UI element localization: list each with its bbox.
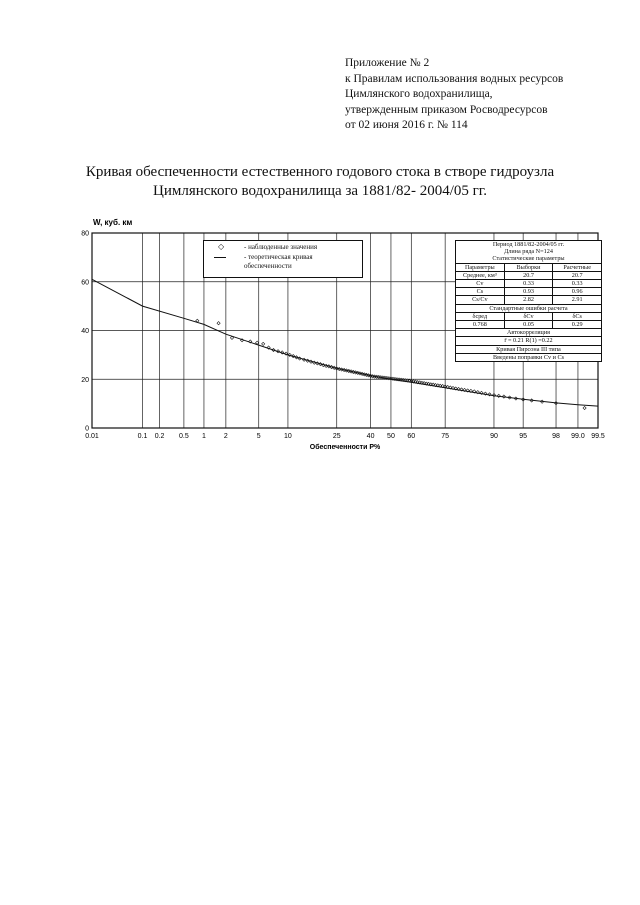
- stats-cell: 0.33: [552, 280, 601, 287]
- stats-header-cell: Параметры: [464, 263, 495, 271]
- stats-header-cell: Расчетные: [552, 264, 601, 271]
- x-tick-label: 98: [552, 433, 560, 440]
- legend-theoretical-2: обеспеченности: [244, 262, 292, 270]
- stats-cell: Cs/Cv: [472, 296, 488, 304]
- x-tick-label: 0.1: [137, 433, 148, 440]
- y-axis-label: W, куб. км: [93, 218, 133, 227]
- stats-corrections: Введены поправки Cv и Cs: [492, 353, 565, 361]
- legend-theoretical-1: - теоретическая кривая: [244, 253, 313, 261]
- x-tick-label: 95: [519, 433, 528, 440]
- stats-cell: 20.7: [504, 272, 553, 279]
- stats-params-heading: Статистические параметры: [492, 255, 565, 263]
- observed-point: [217, 322, 220, 325]
- x-tick-label: 90: [490, 433, 498, 440]
- x-tick-label: 99.0: [571, 433, 585, 440]
- y-tick-label: 0: [85, 425, 89, 433]
- y-tick-label: 40: [81, 328, 89, 335]
- stats-header-cell: Выборки: [504, 264, 553, 271]
- annex-line-4: утвержденным приказом Росводресурсов: [345, 103, 548, 116]
- stats-cell: 20.7: [552, 272, 601, 279]
- stats-err-header: δCs: [552, 313, 601, 320]
- stats-cell: Среднее, км³: [462, 271, 497, 279]
- stats-err-value: 0.29: [552, 321, 601, 328]
- diamond-marker-icon: ◇: [218, 242, 225, 251]
- title-line-2: Цимлянского водохранилища за 1881/82- 2004/05 гг.: [153, 183, 487, 199]
- observed-point: [262, 342, 265, 345]
- chart-legend: [203, 240, 363, 278]
- x-tick-label: 50: [387, 433, 395, 440]
- y-tick-label: 80: [81, 230, 89, 238]
- stats-cell: 2.82: [504, 296, 553, 303]
- x-tick-label: 0.2: [154, 433, 165, 440]
- x-tick-label: 99.5: [591, 433, 605, 440]
- x-tick-label: 0.01: [85, 433, 99, 440]
- stats-cell: 2.91: [552, 296, 601, 303]
- y-tick-label: 20: [81, 376, 89, 384]
- observed-point: [583, 406, 586, 409]
- stats-autocorr-values: r̄ = 0.21 R(1) =0.22: [504, 337, 553, 345]
- x-tick-label: 75: [441, 433, 450, 440]
- stats-length: Длина ряда N=124: [504, 248, 553, 256]
- x-tick-label: 2: [223, 433, 228, 440]
- stats-err-header: δсред: [472, 312, 488, 320]
- stats-cell: Cs: [476, 288, 484, 296]
- stats-err-value: 0.05: [504, 321, 553, 328]
- stats-cell: Cv: [476, 280, 484, 288]
- x-tick-label: 25: [332, 433, 341, 440]
- line-marker-icon: [214, 257, 226, 258]
- title-line-1: Кривая обеспеченности естественного годового стока в створе гидроузла: [85, 164, 555, 180]
- x-tick-label: 0.5: [179, 433, 189, 440]
- stats-autocorr-heading: Автокорреляция: [506, 329, 551, 337]
- x-tick-label: 40: [366, 433, 375, 440]
- stats-std-errors-heading: Стандартные ошибки расчета: [489, 304, 568, 312]
- x-tick-label: 60: [407, 433, 416, 440]
- stats-cell: 0.96: [552, 288, 601, 295]
- x-axis-label: Обеспеченности P%: [309, 444, 381, 451]
- stats-cell: 0.33: [504, 280, 553, 287]
- stats-err-header: δCv: [504, 313, 553, 320]
- annex-line-3: Цимлянского водохранилища,: [345, 88, 493, 100]
- stats-cell: 0.93: [504, 288, 553, 295]
- legend-observed: - наблюденные значения: [244, 243, 318, 251]
- x-tick-label: 1: [201, 433, 206, 440]
- annex-line-5: от 02 июня 2016 г. № 114: [345, 119, 468, 131]
- stats-period: Период 1881/82-2004/05 гг.: [492, 241, 565, 248]
- annex-line-2: к Правилам использования водных ресурсов: [345, 72, 564, 85]
- x-tick-label: 5: [256, 433, 261, 440]
- stats-curve-type: Кривая Пирсона III типа: [496, 345, 561, 353]
- annex-line-1: Приложение № 2: [345, 57, 430, 69]
- stats-err-value: 0.768: [472, 321, 487, 329]
- stats-table: [455, 240, 602, 362]
- y-tick-label: 60: [81, 279, 89, 287]
- x-tick-label: 10: [284, 433, 292, 440]
